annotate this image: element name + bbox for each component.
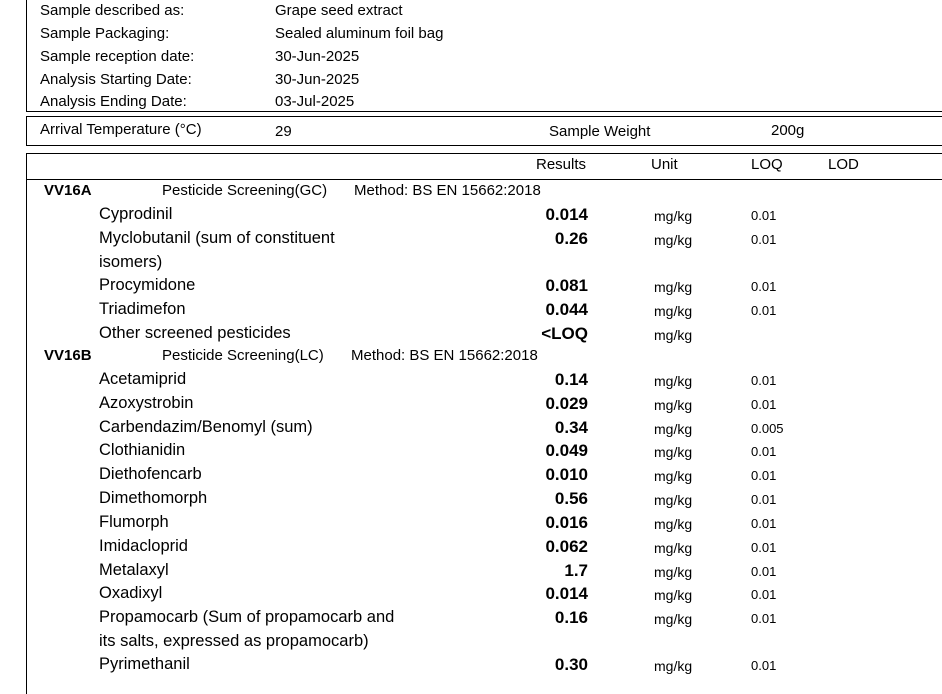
analyte-loq: 0.01 [751,279,777,294]
analyte-name: Acetamiprid [99,370,187,388]
analyte-result: 0.014 [545,584,588,603]
analyte-name: Diethofencarb [99,465,202,483]
analyte-result: 0.14 [554,370,588,389]
analyte-loq: 0.01 [751,373,777,388]
analyte-name: Dimethomorph [99,489,208,507]
analyte-result: 0.062 [545,537,588,556]
analyte-name-continued: its salts, expressed as propamocarb) [99,632,369,650]
analyte-result: 0.16 [554,608,588,627]
info-value-described: Grape seed extract [275,2,403,19]
analyte-name: Flumorph [99,513,169,531]
header-loq: LOQ [751,156,783,173]
analyte-unit: mg/kg [654,492,693,508]
analyte-loq: 0.01 [751,540,777,555]
section-title: Pesticide Screening(LC) [162,347,324,364]
analyte-result: 0.049 [545,441,588,460]
info-label-described: Sample described as: [40,2,185,19]
info-value-reception: 30-Jun-2025 [275,48,360,65]
analyte-loq: 0.005 [751,421,784,436]
analyte-result: 0.029 [545,394,588,413]
header-unit: Unit [651,156,678,173]
analyte-result: 1.7 [564,561,588,580]
analyte-result: 0.56 [554,489,588,508]
analyte-unit: mg/kg [654,279,693,295]
analyte-unit: mg/kg [654,658,693,674]
analyte-name: Azoxystrobin [99,394,194,412]
info-value-end: 03-Jul-2025 [275,93,355,110]
analyte-name: Metalaxyl [99,561,169,579]
analyte-result: 0.30 [554,655,588,674]
info-value-start: 30-Jun-2025 [275,71,360,88]
analyte-loq: 0.01 [751,611,777,626]
analyte-name: Myclobutanil (sum of constituent [99,229,335,247]
analyte-result: 0.044 [545,300,588,319]
analyte-result: <LOQ [541,324,588,343]
analyte-unit: mg/kg [654,611,693,627]
analyte-result: 0.34 [554,418,588,437]
analyte-loq: 0.01 [751,587,777,602]
analyte-name: Procymidone [99,276,196,294]
sample-weight-label: Sample Weight [549,123,651,140]
header-results: Results [536,156,587,173]
analyte-unit: mg/kg [654,468,693,484]
analyte-loq: 0.01 [751,397,777,412]
analyte-unit: mg/kg [654,397,693,413]
section-title: Pesticide Screening(GC) [162,182,328,199]
analyte-unit: mg/kg [654,208,693,224]
analyte-name: Oxadixyl [99,584,163,602]
analyte-name: Pyrimethanil [99,655,190,673]
analyte-result: 0.014 [545,205,588,224]
analyte-result: 0.26 [554,229,588,248]
header-lod: LOD [828,156,859,173]
analyte-loq: 0.01 [751,658,777,673]
analyte-name: Other screened pesticides [99,324,291,342]
analyte-loq: 0.01 [751,232,777,247]
analyte-loq: 0.01 [751,468,777,483]
analyte-unit: mg/kg [654,232,693,248]
info-value-packaging: Sealed aluminum foil bag [275,25,444,42]
table-header-divider [26,179,942,180]
analyte-loq: 0.01 [751,208,777,223]
section-method: Method: BS EN 15662:2018 [351,347,538,364]
analyte-name: Triadimefon [99,300,186,318]
analyte-loq: 0.01 [751,444,777,459]
analyte-name: Carbendazim/Benomyl (sum) [99,418,313,436]
analyte-loq: 0.01 [751,492,777,507]
analyte-name-continued: isomers) [99,253,163,271]
section-method: Method: BS EN 15662:2018 [354,182,541,199]
analyte-loq: 0.01 [751,303,777,318]
sample-weight-value: 200g [771,122,805,139]
analyte-name: Clothianidin [99,441,186,459]
analyte-unit: mg/kg [654,516,693,532]
analyte-loq: 0.01 [751,564,777,579]
info-label-end: Analysis Ending Date: [40,93,187,110]
info-label-packaging: Sample Packaging: [40,25,170,42]
arrival-temp-value: 29 [275,123,292,140]
analyte-unit: mg/kg [654,303,693,319]
info-label-reception: Sample reception date: [40,48,195,65]
section-code: VV16B [44,347,92,364]
analyte-result: 0.010 [545,465,588,484]
analyte-loq: 0.01 [751,516,777,531]
analyte-unit: mg/kg [654,444,693,460]
arrival-temp-label: Arrival Temperature (°C) [40,121,202,138]
section-code: VV16A [44,182,92,199]
analyte-name: Imidacloprid [99,537,188,555]
analyte-unit: mg/kg [654,327,693,343]
analyte-unit: mg/kg [654,421,693,437]
analyte-result: 0.016 [545,513,588,532]
info-label-start: Analysis Starting Date: [40,71,192,88]
analyte-name: Cyprodinil [99,205,173,223]
analyte-result: 0.081 [545,276,588,295]
analyte-name: Propamocarb (Sum of propamocarb and [99,608,395,626]
analyte-unit: mg/kg [654,373,693,389]
analyte-unit: mg/kg [654,564,693,580]
analyte-unit: mg/kg [654,587,693,603]
analyte-unit: mg/kg [654,540,693,556]
